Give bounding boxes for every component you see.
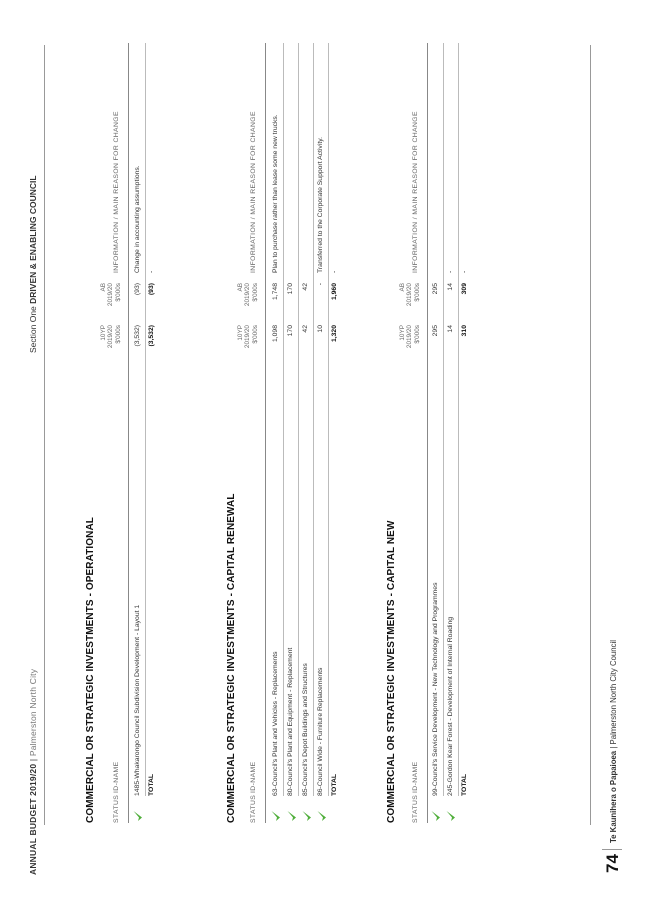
- table-cell-ab: 295: [432, 283, 439, 295]
- column-header-ab: [237, 283, 259, 323]
- table-cell-10yp: 295: [432, 325, 439, 337]
- col2-line2: 2019/20: [406, 283, 414, 307]
- total-10yp: (3,532): [148, 325, 155, 347]
- table-rule: [427, 43, 428, 823]
- column-header-info: INFORMATION / MAIN REASON FOR CHANGE: [113, 111, 120, 273]
- checkmark-icon: [270, 810, 282, 822]
- org-maori-name: Te Kaunihera o Papaioea: [609, 750, 618, 843]
- table-cell-ab: -: [317, 283, 324, 286]
- total-info: -: [148, 270, 155, 273]
- table-rule: [265, 43, 266, 823]
- row-rule: [283, 43, 284, 796]
- section-title-capital-new: COMMERCIAL OR STRATEGIC INVESTMENTS - CAPITAL NEW: [386, 520, 397, 823]
- table-cell-10yp: 1,098: [272, 325, 279, 343]
- checkmark-icon: [316, 810, 328, 822]
- column-header-id-name: ID-NAME: [250, 761, 257, 793]
- table-row-name: 85-Council's Depot Buildings and Structures: [302, 663, 309, 796]
- column-header-10yp: [100, 325, 122, 365]
- column-header-10yp: [399, 325, 421, 365]
- header-city: Palmerston North City: [28, 668, 38, 757]
- column-header-10yp: [237, 325, 259, 365]
- col2-line3: $'000s: [114, 283, 122, 302]
- total-label: TOTAL: [461, 773, 468, 796]
- col1-line1: 10YP: [399, 325, 406, 341]
- col1-line3: $'000s: [251, 325, 259, 344]
- column-header-status: STATUS: [250, 794, 257, 823]
- row-rule: [458, 43, 459, 796]
- row-rule: [313, 43, 314, 796]
- col1-line2: 2019/20: [244, 325, 252, 349]
- col2-line3: $'000s: [251, 283, 259, 302]
- footer-organisation: [609, 640, 618, 843]
- col2-line1: AB: [399, 283, 406, 292]
- table-cell-10yp: (3,532): [134, 325, 141, 347]
- footer-rule: [590, 45, 591, 825]
- col2-line3: $'000s: [413, 283, 421, 302]
- running-header: [28, 669, 38, 875]
- section-name: DRIVEN & ENABLING COUNCIL: [28, 175, 38, 304]
- header-separator: |: [28, 758, 38, 762]
- checkmark-icon: [445, 810, 457, 822]
- table-cell-10yp: 170: [287, 325, 294, 337]
- table-cell-10yp: 10: [317, 325, 324, 333]
- row-rule: [298, 43, 299, 796]
- column-header-id-name: ID-NAME: [412, 761, 419, 793]
- total-ab: (93): [148, 283, 155, 296]
- table-cell-10yp: 14: [447, 325, 454, 333]
- footer-divider: [602, 849, 622, 850]
- column-header-info: INFORMATION / MAIN REASON FOR CHANGE: [412, 111, 419, 273]
- row-rule: [443, 43, 444, 796]
- col1-line3: $'000s: [114, 325, 122, 344]
- col1-line1: 10YP: [100, 325, 107, 341]
- total-label: TOTAL: [148, 773, 155, 796]
- table-row-name: 80-Council's Plant and Equipment - Replacement: [287, 647, 294, 796]
- column-header-status: STATUS: [412, 794, 419, 823]
- table-cell-info: Transferred to the Corporate Support Activity.: [317, 136, 324, 273]
- table-cell-ab: 42: [302, 283, 309, 291]
- section-title-capital-renewal: COMMERCIAL OR STRATEGIC INVESTMENTS - CAPITAL RENEWAL: [226, 493, 237, 823]
- total-ab: 309: [461, 283, 468, 295]
- col1-line2: 2019/20: [107, 325, 115, 349]
- checkmark-icon: [286, 810, 298, 822]
- total-ab: 1,960: [331, 283, 338, 301]
- table-cell-info: Plan to purchase rather than lease some new trucks.: [272, 114, 279, 273]
- row-rule: [328, 43, 329, 796]
- table-cell-ab: 170: [287, 283, 294, 295]
- total-info: -: [331, 270, 338, 273]
- document-title: ANNUAL BUDGET 2019/20: [28, 763, 38, 875]
- table-cell-10yp: 42: [302, 325, 309, 333]
- col2-line2: 2019/20: [107, 283, 115, 307]
- section-title-operational: COMMERCIAL OR STRATEGIC INVESTMENTS - OPERATIONAL: [85, 516, 96, 823]
- total-info: -: [461, 270, 468, 273]
- section-header: [28, 175, 38, 353]
- col1-line2: 2019/20: [406, 325, 414, 349]
- column-header-id-name: ID-NAME: [113, 761, 120, 793]
- page-number: 74: [603, 854, 622, 873]
- total-10yp: 310: [461, 325, 468, 337]
- column-header-ab: [100, 283, 122, 323]
- column-header-status: STATUS: [113, 794, 120, 823]
- total-10yp: 1,320: [331, 325, 338, 343]
- footer-separator: |: [609, 746, 618, 749]
- col2-line2: 2019/20: [244, 283, 252, 307]
- col2-line1: AB: [237, 283, 244, 292]
- section-prefix: Section One: [28, 306, 38, 353]
- table-cell-ab: (93): [134, 283, 141, 296]
- row-rule: [145, 43, 146, 796]
- total-label: TOTAL: [331, 773, 338, 796]
- org-english-name: Palmerston North City Council: [609, 640, 618, 745]
- header-rule: [44, 45, 45, 825]
- table-row-name: 99-Council's Service Development - New Technology and Programmes: [432, 582, 439, 796]
- table-cell-info: Change in accounting assumptions.: [134, 165, 141, 273]
- table-cell-info: -: [447, 270, 454, 273]
- column-header-info: INFORMATION / MAIN REASON FOR CHANGE: [250, 111, 257, 273]
- table-row-name: 245-Gordon Kear Forest - Development of Internal Roading: [447, 616, 454, 796]
- col2-line1: AB: [100, 283, 107, 292]
- table-cell-ab: 1,748: [272, 283, 279, 301]
- table-rule: [128, 43, 129, 823]
- column-header-ab: [399, 283, 421, 323]
- table-row-name: 1485-Whakarongo Council Subdivision Development - Layout 1: [134, 604, 141, 796]
- checkmark-icon: [132, 810, 144, 822]
- checkmark-icon: [430, 810, 442, 822]
- checkmark-icon: [301, 810, 313, 822]
- table-row-name: 86-Council Wide - Furniture Replacements: [317, 667, 324, 796]
- table-row-name: 63-Council's Plant and Vehicles - Replacements: [272, 651, 279, 796]
- col1-line3: $'000s: [413, 325, 421, 344]
- col1-line1: 10YP: [237, 325, 244, 341]
- table-cell-ab: 14: [447, 283, 454, 291]
